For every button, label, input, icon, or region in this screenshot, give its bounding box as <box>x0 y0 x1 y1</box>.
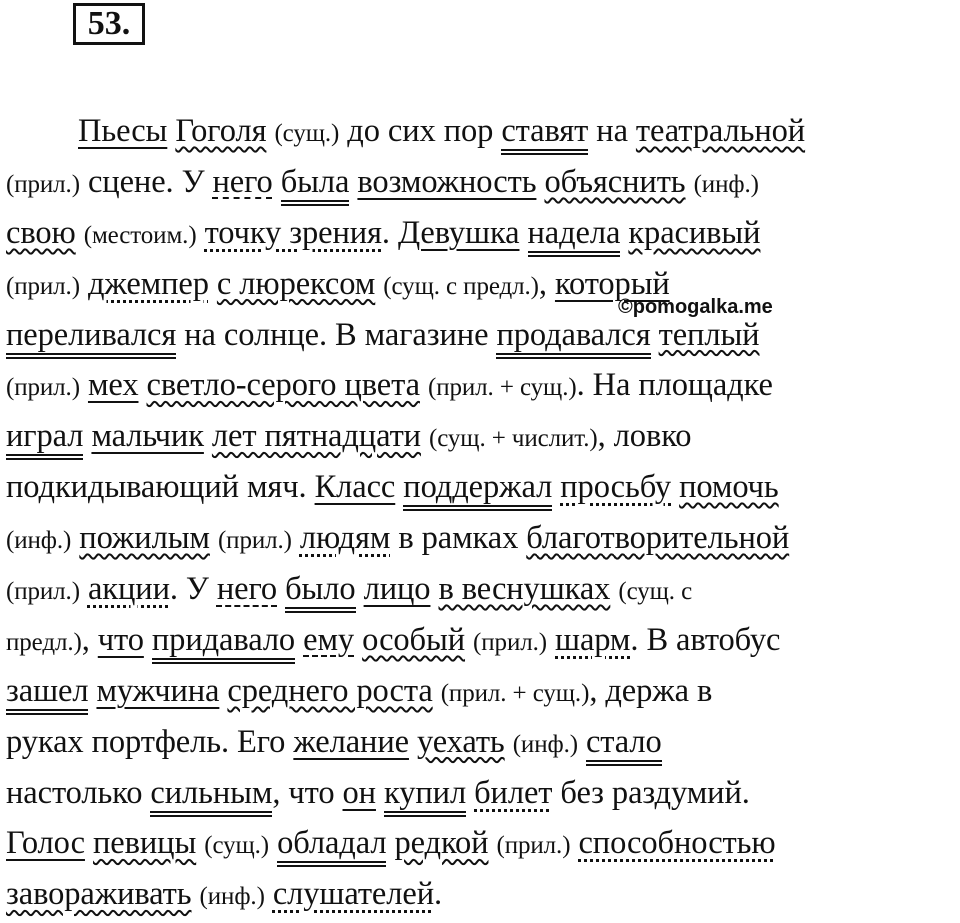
attribute-word: красивый <box>628 214 761 251</box>
part-of-speech-note: (прил.) <box>6 374 80 402</box>
attribute-word: театральной <box>635 113 806 149</box>
subject-word: возможность <box>357 163 537 200</box>
attribute-word: в веснушках <box>438 571 611 608</box>
plain-text <box>488 825 496 861</box>
plain-text: руках портфель. Его <box>6 723 294 760</box>
plain-text: , держа в <box>589 672 713 709</box>
attribute-word: редкой <box>394 825 489 862</box>
plain-text: в рамках <box>390 520 527 557</box>
object-pronoun-word: него <box>212 163 273 200</box>
subject-word: Класс <box>314 469 396 506</box>
plain-text <box>269 825 277 861</box>
text-line <box>6 310 956 361</box>
text-line <box>6 615 956 666</box>
object-word: точку зрения <box>204 214 382 251</box>
part-of-speech-note: (сущ.) <box>204 832 270 860</box>
predicate-word: поддержал <box>403 469 552 511</box>
part-of-speech-note: (прил. + сущ.) <box>440 679 590 707</box>
subject-word: мальчик <box>91 418 204 455</box>
plain-text <box>76 215 84 251</box>
plain-text <box>519 215 527 251</box>
predicate-word: придавало <box>152 622 295 664</box>
predicate-word: переливался <box>6 317 176 359</box>
plain-text <box>686 164 694 200</box>
object-word: джемпер <box>87 265 209 302</box>
attribute-word: завораживать <box>6 876 192 913</box>
plain-text <box>273 164 281 200</box>
plain-text <box>465 622 473 658</box>
plain-text <box>210 520 218 556</box>
text-line <box>6 564 956 615</box>
plain-text <box>395 469 403 505</box>
plain-text: . На площадке <box>576 367 773 404</box>
object-pronoun-word: ему <box>303 621 355 658</box>
part-of-speech-note: (инф.) <box>199 883 265 911</box>
text-line <box>6 259 956 310</box>
object-word: людям <box>299 520 391 557</box>
text-line <box>6 106 956 157</box>
predicate-word: ставят <box>501 113 588 155</box>
attribute-word: помочь <box>679 469 779 506</box>
part-of-speech-note: (инф.) <box>512 730 578 758</box>
text-line <box>6 666 956 717</box>
subject-word: Голос <box>6 825 85 862</box>
predicate-word: обладал <box>277 825 386 867</box>
exercise-number: 53. <box>87 5 131 42</box>
plain-text: . <box>381 214 398 251</box>
plain-text <box>433 673 441 709</box>
text-line <box>6 768 956 819</box>
plain-text <box>505 724 513 760</box>
part-of-speech-note: (сущ. + числит.) <box>429 425 598 453</box>
object-pronoun-word: него <box>216 571 278 608</box>
exercise-number-box <box>73 3 145 45</box>
attribute-word: среднего роста <box>227 672 433 709</box>
plain-text: . В автобус <box>630 621 781 658</box>
plain-text: , <box>81 621 98 658</box>
attribute-word: лет пятнадцати <box>211 418 421 455</box>
plain-text <box>292 520 300 556</box>
attribute-word: пожилым <box>79 520 210 557</box>
predicate-word: было <box>285 571 355 613</box>
predicate-word: сильным <box>150 775 272 817</box>
plain-text: . У <box>169 571 217 608</box>
part-of-speech-note: (инф.) <box>6 527 72 555</box>
plain-text <box>651 317 659 353</box>
predicate-word: была <box>281 164 350 206</box>
plain-text <box>192 876 200 912</box>
plain-text <box>196 825 204 861</box>
plain-text <box>421 418 429 454</box>
plain-text <box>277 571 285 607</box>
plain-text <box>295 622 303 658</box>
plain-text <box>265 876 273 912</box>
plain-text: до сих пор <box>339 113 502 149</box>
attribute-word: Гоголя <box>175 113 267 149</box>
plain-text <box>80 367 88 403</box>
part-of-speech-note: (прил.) <box>6 272 80 300</box>
plain-text: на <box>588 113 636 149</box>
plain-text <box>671 469 679 505</box>
part-of-speech-note: предл.) <box>6 628 82 656</box>
text-line <box>6 869 956 920</box>
predicate-word: купил <box>384 775 466 817</box>
object-word: способностью <box>578 825 776 862</box>
part-of-speech-note: (прил.) <box>496 832 571 860</box>
text-line <box>6 513 956 564</box>
part-of-speech-note: (сущ. с <box>618 578 693 606</box>
predicate-word: стало <box>586 724 662 766</box>
attribute-word: свою <box>6 214 76 251</box>
object-word: слушателей <box>272 876 434 913</box>
plain-text <box>354 622 362 658</box>
plain-text <box>578 724 586 760</box>
attribute-word: уехать <box>417 723 505 760</box>
plain-text: подкидывающий мяч. <box>6 469 315 506</box>
plain-text <box>80 571 88 607</box>
plain-text <box>466 775 474 811</box>
part-of-speech-note: (сущ. с предл.) <box>383 272 539 300</box>
part-of-speech-note: (прил.) <box>6 170 80 198</box>
attribute-word: светло-серого цвета <box>146 367 420 404</box>
part-of-speech-note: (прил.) <box>217 527 292 555</box>
subject-word: он <box>342 774 376 811</box>
plain-text: настолько <box>6 774 151 811</box>
subject-word: лицо <box>363 571 431 608</box>
text-line <box>6 818 956 869</box>
predicate-word: зашел <box>6 673 88 715</box>
plain-text: . <box>434 876 443 913</box>
predicate-word: играл <box>6 418 83 460</box>
text-line <box>6 208 956 259</box>
attribute-word: с люрексом <box>216 265 376 302</box>
subject-word: который <box>554 265 670 302</box>
subject-word: мех <box>87 367 139 404</box>
attribute-word: певицы <box>93 825 197 862</box>
plain-text: , что <box>272 774 343 811</box>
exercise-text <box>6 106 956 920</box>
subject-word: желание <box>293 723 409 760</box>
part-of-speech-note: (прил. + сущ.) <box>427 374 577 402</box>
plain-text <box>409 724 417 760</box>
plain-text <box>209 266 217 302</box>
plain-text <box>386 825 394 861</box>
text-line <box>6 360 956 411</box>
plain-text: без раздумий. <box>552 774 750 811</box>
plain-text: на солнце. В магазине <box>176 316 497 353</box>
object-word: билет <box>474 774 553 811</box>
subject-word: Пьесы <box>78 113 168 149</box>
text-line <box>6 717 956 768</box>
attribute-word: особый <box>362 621 466 658</box>
part-of-speech-note: (сущ.) <box>274 120 340 147</box>
part-of-speech-note: (прил.) <box>473 628 547 656</box>
text-line <box>6 157 956 208</box>
plain-text <box>204 418 212 454</box>
plain-text <box>197 215 205 251</box>
predicate-word: надела <box>528 215 621 257</box>
plain-text: , ловко <box>597 418 692 455</box>
subject-word: мужчина <box>96 672 220 709</box>
subject-word: Девушка <box>397 214 520 251</box>
watermark: ©pomogalka.me <box>618 296 773 318</box>
text-line <box>6 462 956 513</box>
attribute-word: благотворительной <box>526 520 790 557</box>
plain-text <box>85 825 93 861</box>
plain-text <box>420 367 428 403</box>
predicate-word: продавался <box>496 317 650 359</box>
object-word: шарм <box>555 621 631 658</box>
part-of-speech-note: (местоим.) <box>83 221 197 249</box>
part-of-speech-note: (инф.) <box>693 170 759 198</box>
plain-text <box>138 367 146 403</box>
plain-text <box>144 622 152 658</box>
object-word: просьбу <box>560 469 672 506</box>
plain-text <box>376 775 384 811</box>
object-word: акции <box>87 571 170 608</box>
plain-text: , <box>538 265 555 302</box>
plain-text <box>356 571 364 607</box>
plain-text: сцене. У <box>79 163 213 200</box>
part-of-speech-note: (прил.) <box>6 578 80 606</box>
plain-text <box>547 622 555 658</box>
plain-text <box>80 266 88 302</box>
subject-word: что <box>97 621 144 658</box>
attribute-word: объяснить <box>544 163 686 200</box>
attribute-word: теплый <box>658 316 760 353</box>
text-line <box>6 411 956 462</box>
